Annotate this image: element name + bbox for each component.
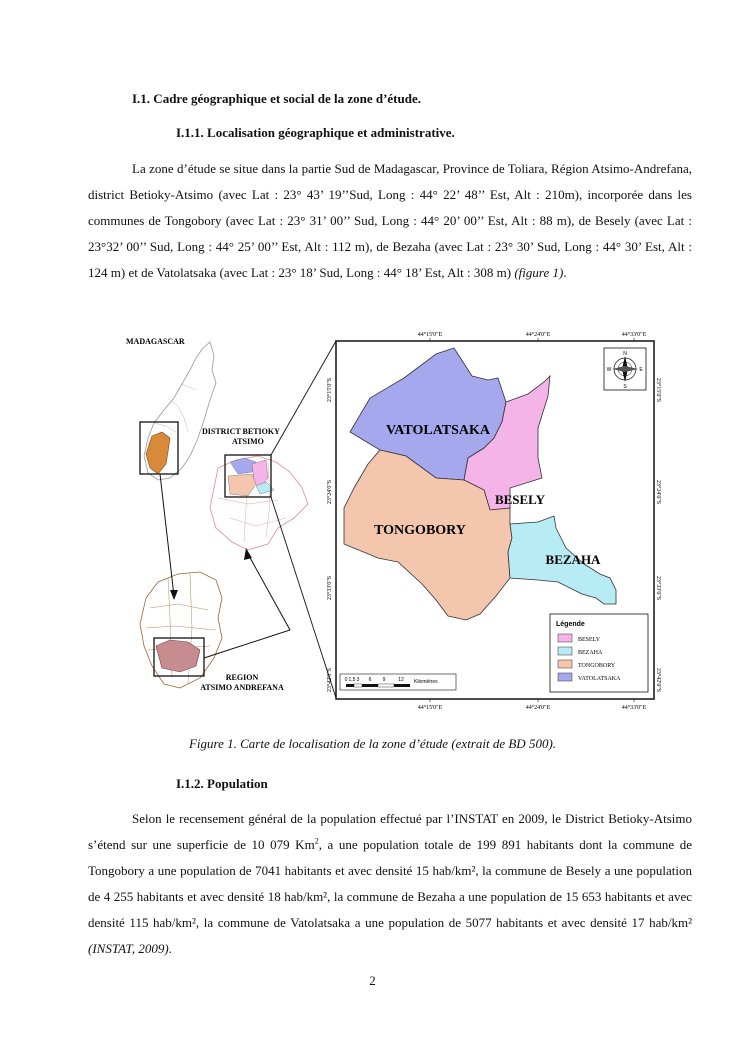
bottom-tick-label: 44°15'0"E <box>417 705 443 711</box>
legend-swatch-bezaha <box>558 647 572 655</box>
compass-s: S <box>623 384 627 390</box>
legend-label-besely: BESELY <box>578 637 601 643</box>
district-label-line1: DISTRICT BETIOKY <box>202 427 280 436</box>
map-legend <box>550 614 648 692</box>
right-tick-label: 23°15'0"S <box>655 377 661 403</box>
left-tick-label: 23°42'0"S <box>327 667 333 693</box>
legend-label-vatolatsaka: VATOLATSAKA <box>578 676 621 682</box>
top-tick-label: 44°33'0"E <box>621 332 647 338</box>
arrow-mada-to-region <box>160 474 174 596</box>
page-number: 2 <box>369 973 376 988</box>
legend-swatch-vatolatsaka <box>558 673 572 681</box>
paragraph-end: . <box>168 941 172 956</box>
compass-w: W <box>606 367 612 373</box>
superscript-2: 2 <box>314 836 319 846</box>
compass-n: N <box>623 351 627 357</box>
subsection-heading-localisation: I.1.1. Localisation géographique et administrative. <box>176 125 455 140</box>
label-tongobory: TONGOBORY <box>374 523 466 538</box>
paragraph-localisation-text: La zone d’étude se situe dans la partie Sud de Madagascar, Province de Toliara, Région Atsimo-Andrefana, district Betioky-Atsimo (avec Lat : 23° 43’ 19’’Sud, Long : 44° 22’ 48’’ Est, Alt : 210m), incorporée dans les communes de Tongobory (avec Lat : 23° 31’ 00’’ Sud, Long : 44° 20’ 00’’ Est, Alt : 88 m), de Besely (avec Lat : 23°32’ 00’’ Sud, Long : 44° 25’ 00’’ Est, Alt : 112 m), de Bezaha (avec Lat : 23° 30’ Sud, Long : 44° 30’ Est, Alt : 124 m) et de Vatolatsaka (avec Lat : 23° 18’ Sud, Long : 44° 18’ Est, Alt : 308 m) <box>88 161 692 280</box>
section-heading: I.1. Cadre géographique et social de la zone d’étude. <box>132 91 421 106</box>
right-tick-label: 23°24'0"S <box>655 479 661 505</box>
left-tick-label: 23°33'0"S <box>327 575 333 601</box>
compass-e: E <box>639 367 643 373</box>
scale-tick-label: 3 <box>356 677 360 683</box>
instat-reference: (INSTAT, 2009) <box>88 941 169 956</box>
figure-caption: Figure 1. Carte de localisation de la zone d’étude (extrait de BD 500). <box>188 736 557 751</box>
right-tick-label: 23°33'0"S <box>655 575 661 601</box>
legend-title: Légende <box>556 621 585 628</box>
left-tick-label: 23°15'0"S <box>327 377 333 403</box>
scale-tick-label: 0 <box>344 677 348 683</box>
legend-swatch-tongobory <box>558 660 572 668</box>
left-tick-label: 23°24'0"S <box>327 479 333 505</box>
location-map-figure <box>118 328 661 718</box>
subsection-heading-population: I.1.2. Population <box>176 776 268 791</box>
paragraph-population <box>88 806 692 962</box>
scale-tick-label: 9 <box>382 677 386 683</box>
scale-tick-label: 12 <box>398 677 404 683</box>
label-besely: BESELY <box>494 492 546 507</box>
region-label-line2: ATSIMO ANDREFANA <box>200 683 284 692</box>
bottom-tick-label: 44°24'0"E <box>525 705 551 711</box>
legend-label-bezaha: BEZAHA <box>578 650 603 656</box>
madagascar-label: MADAGASCAR <box>126 337 185 346</box>
scale-unit: Kilomètres <box>414 679 438 685</box>
scale-bar <box>340 674 456 690</box>
legend-swatch-besely <box>558 634 572 642</box>
paragraph-end: . <box>563 265 567 280</box>
bottom-tick-label: 44°33'0"E <box>621 705 647 711</box>
figure-reference: (figure 1) <box>514 265 564 280</box>
top-tick-label: 44°24'0"E <box>525 332 551 338</box>
paragraph-localisation <box>88 156 692 286</box>
paragraph-population-text-b: , a une population totale de 199 891 habitants dont la commune de Tongobory a une population de 7041 habitants et avec densité 15 hab/km², la commune de Besely a une population de 4 255 habitants et avec densité 18 hab/km², la commune de Bezaha a une population de 15 653 habitants et avec densité 115 hab/km², la commune de Vatolatsaka a une population de 5077 habitants et avec densité 17 hab/km² <box>88 837 692 930</box>
region-label-line1: REGION <box>225 673 259 682</box>
scale-tick-label: 1,5 <box>348 677 356 683</box>
scale-tick-label: 6 <box>368 677 372 683</box>
district-label-line2: ATSIMO <box>232 437 264 446</box>
label-vatolatsaka: VATOLATSAKA <box>386 423 490 438</box>
legend-label-tongobory: TONGOBORY <box>578 663 616 669</box>
top-tick-label: 44°15'0"E <box>417 332 443 338</box>
paragraph-population-text-a: Selon le recensement général de la population effectué par l’INSTAT en 2009, le District Betioky-Atsimo s’étend sur une superficie de 10 079 Km <box>88 811 692 852</box>
label-bezaha: BEZAHA <box>545 552 601 567</box>
right-tick-label: 23°42'0"S <box>655 667 661 693</box>
compass-rose <box>604 348 646 390</box>
